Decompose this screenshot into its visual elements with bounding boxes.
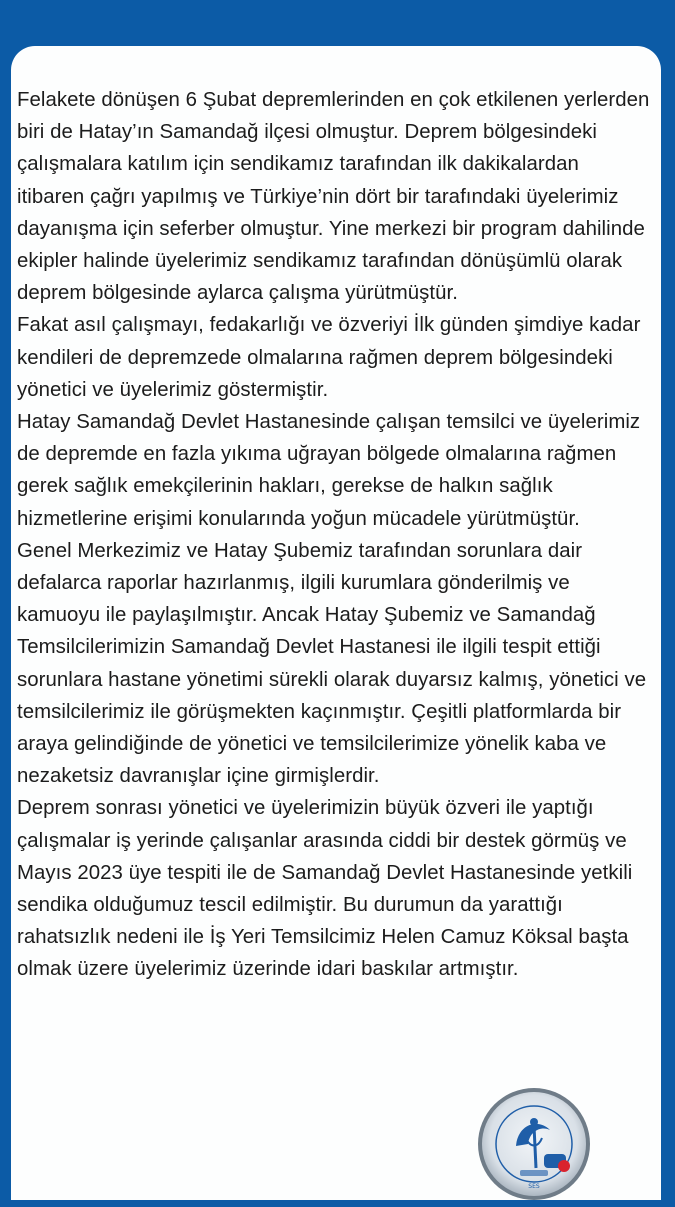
union-seal-logo-icon xyxy=(476,1086,592,1202)
paragraph-4: Genel Merkezimiz ve Hatay Şubemiz tarafından sorunlara dair defalarca raporlar hazırlanmış, ilgili kurumlara gönderilmiş ve kamuoyu ile paylaşılmıştır. Ancak Hatay Şubemiz ve Samandağ Temsilcilerimizin Samandağ Devlet Hastanesi ile ilgili tespit ettiği sorunlara hastane yönetimi sürekli olarak duyarsız kalmış, yönetici ve temsilcilerimiz ile görüşmekten kaçınmıştır. Çeşitli platformlarda bir araya gelindiğinde de yönetici ve temsilcilerimize yönelik kaba ve nezaketsiz davranışlar içine girmişlerdir. xyxy=(17,539,647,788)
paragraph-3: Hatay Samandağ Devlet Hastanesinde çalışan temsilci ve üyelerimiz de depremde en fazla yıkıma uğrayan bölgede olmalarına rağmen gerek sağlık emekçilerinin hakları, gerekse de halkın sağlık hizmetlerine erişimi konularında yoğun mücadele yürütmüştür. xyxy=(17,411,641,530)
statement-card xyxy=(11,46,661,1200)
logo-inner-text: SES xyxy=(528,1183,540,1190)
paragraph-2: Fakat asıl çalışmayı, fedakarlığı ve özveriyi İlk günden şimdiye kadar kendileri de depremzede olmalarına rağmen deprem bölgesindeki yönetici ve üyelerimiz göstermiştir. xyxy=(17,314,641,401)
paragraph-5: Deprem sonrası yönetici ve üyelerimizin büyük özveri ile yaptığı çalışmalar iş yerinde çalışanlar arasında ciddi bir destek görmüş ve Mayıs 2023 üye tespiti ile de Samandağ Devlet Hastanesinde yetkili sendika olduğumuz tescil edilmiştir. Bu durumun da yarattığı rahatsızlık nedeni ile İş Yeri Temsilcimiz Helen Camuz Köksal başta olmak üzere üyelerimiz üzerinde idari baskılar artmıştır. xyxy=(17,797,633,981)
statement-text xyxy=(17,84,651,986)
paragraph-1: Felakete dönüşen 6 Şubat depremlerinden en çok etkilenen yerlerden biri de Hatay’ın Samandağ ilçesi olmuştur. Deprem bölgesindeki çalışmalara katılım için sendikamız tarafından ilk dakikalardan itibaren çağrı yapılmış ve Türkiye’nin dört bir tarafındaki üyelerimiz dayanışma için seferber olmuştur. Yine merkezi bir program dahilinde ekipler halinde üyelerimiz sendikamız tarafından dönüşümlü olarak deprem bölgesinde aylarca çalışma yürütmüştür. xyxy=(17,89,650,305)
